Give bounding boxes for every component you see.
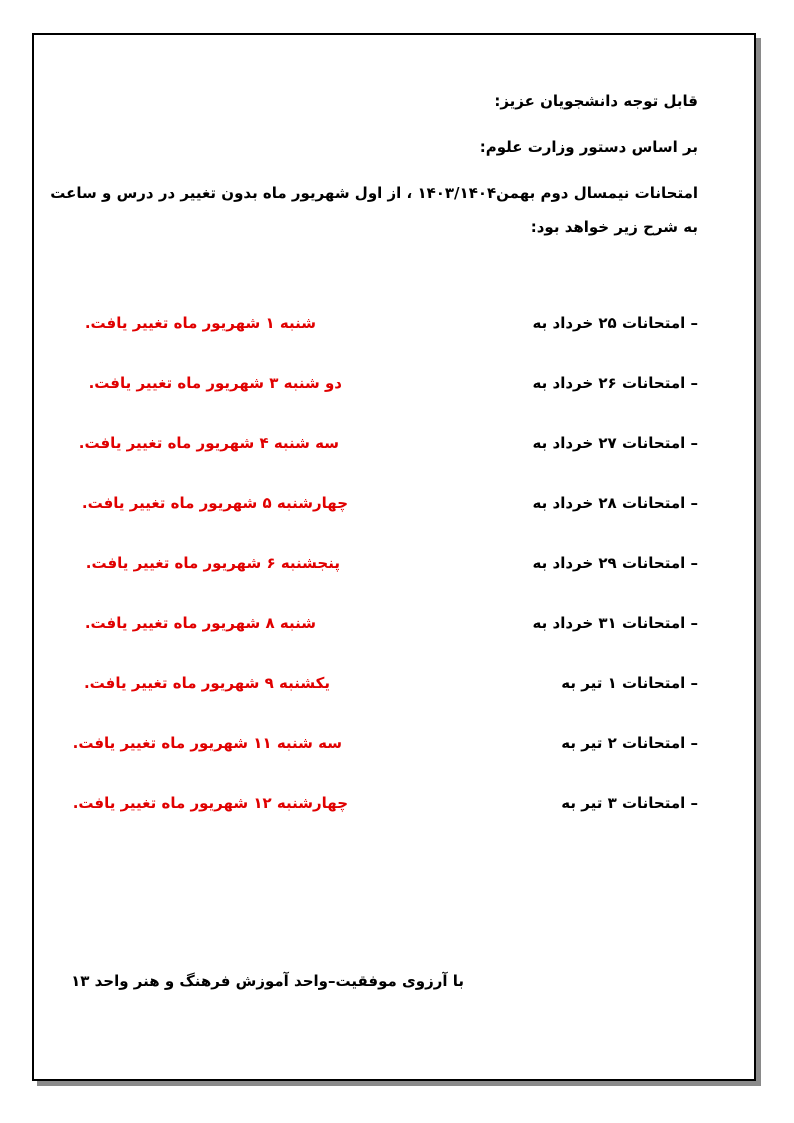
schedule-change: سه شنبه ۴ شهریور ماه تغییر یافت. xyxy=(78,434,339,452)
schedule-change: سه شنبه ۱۱ شهریور ماه تغییر یافت. xyxy=(72,734,342,752)
schedule-change: چهارشنبه ۵ شهریور ماه تغییر یافت. xyxy=(81,494,348,512)
greeting-line: قابل توجه دانشجویان عزیز: xyxy=(494,92,698,110)
intro-line-1: امتحانات نیمسال دوم بهمن۱۴۰۳/۱۴۰۴ ، از اول شهریور ماه بدون تغییر در درس و ساعت xyxy=(50,184,698,202)
schedule-original: – امتحانات ۲۵ خرداد به xyxy=(532,314,698,332)
schedule-original: – امتحانات ۳۱ خرداد به xyxy=(532,614,698,632)
schedule-change: شنبه ۸ شهریور ماه تغییر یافت. xyxy=(84,614,316,632)
schedule-original: – امتحانات ۲۹ خرداد به xyxy=(532,554,698,572)
schedule-change: دو شنبه ۳ شهریور ماه تغییر یافت. xyxy=(88,374,342,392)
schedule-original: – امتحانات ۲۷ خرداد به xyxy=(532,434,698,452)
schedule-change: شنبه ۱ شهریور ماه تغییر یافت. xyxy=(84,314,316,332)
schedule-original: – امتحانات ۱ تیر به xyxy=(561,674,698,692)
schedule-original: – امتحانات ۳ تیر به xyxy=(561,794,698,812)
schedule-original: – امتحانات ۲۶ خرداد به xyxy=(532,374,698,392)
schedule-original: – امتحانات ۲ تیر به xyxy=(561,734,698,752)
schedule-change: یکشنبه ۹ شهریور ماه تغییر یافت. xyxy=(83,674,330,692)
schedule-original: – امتحانات ۲۸ خرداد به xyxy=(532,494,698,512)
schedule-change: پنجشنبه ۶ شهریور ماه تغییر یافت. xyxy=(85,554,340,572)
intro-line-2: به شرح زیر خواهد بود: xyxy=(530,218,698,236)
schedule-change: چهارشنبه ۱۲ شهریور ماه تغییر یافت. xyxy=(72,794,348,812)
signature-line: با آرزوی موفقیت–واحد آموزش فرهنگ و هنر واحد ۱۳ xyxy=(71,972,464,990)
basis-line: بر اساس دستور وزارت علوم: xyxy=(479,138,698,156)
